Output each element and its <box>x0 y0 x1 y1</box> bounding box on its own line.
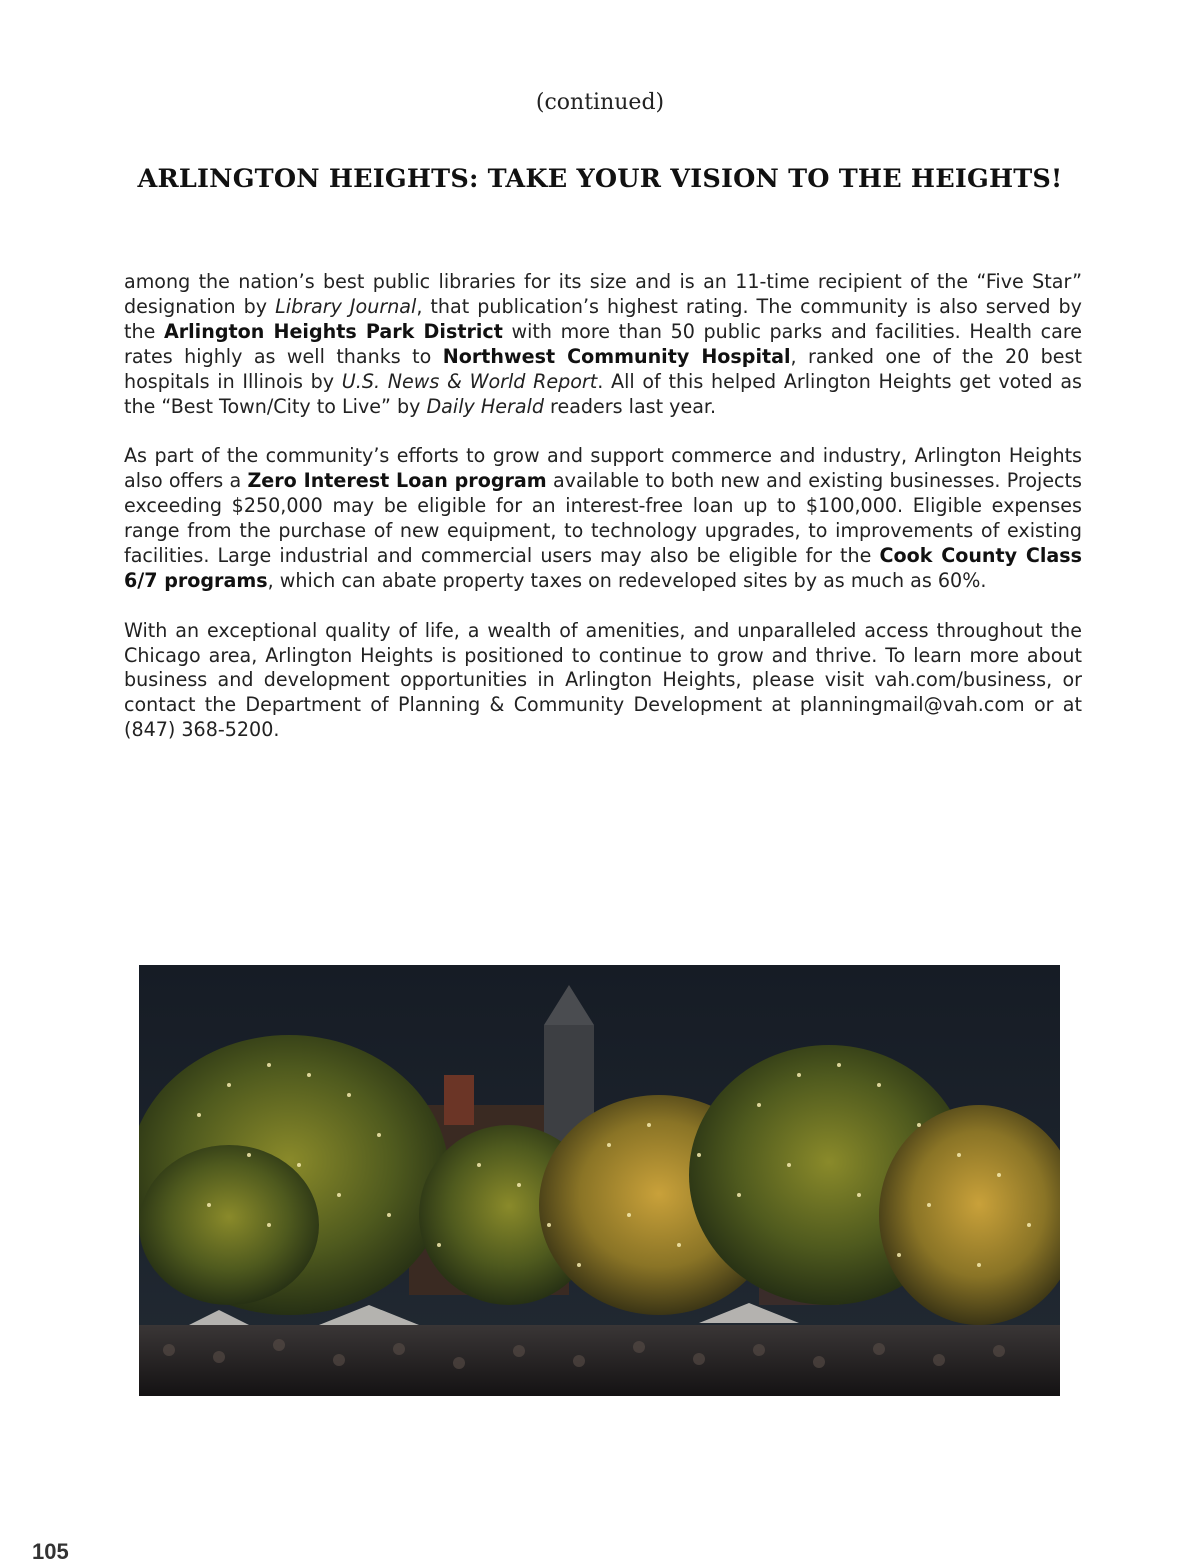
paragraph-2 <box>124 444 1082 593</box>
italic-text: U.S. News & World Report <box>341 369 598 393</box>
text-run: readers last year. <box>543 394 717 418</box>
paragraph-1 <box>124 270 1082 419</box>
italic-text: Library Journal <box>275 294 417 318</box>
bold-text: Cook County Class 6/7 programs <box>124 543 1082 592</box>
italic-text: Daily Herald <box>426 394 544 418</box>
paragraph-3 <box>124 619 1082 744</box>
page-number: 105 <box>32 1539 69 1564</box>
festival-photo-illustration <box>139 965 1060 1396</box>
text-run: With an exceptional quality of life, a wealth of amenities, and unparalleled access throughout the Chicago area, Arlington Heights is positioned to continue to grow and thrive. To learn more about business and development opportunities in Arlington Heights, please visit vah.com/business, or contact the Department of Planning & Community Development at planningmail@vah.com or at (847) 368-5200. <box>124 618 1082 742</box>
bold-text: Northwest Community Hospital <box>442 344 791 368</box>
bold-text: Arlington Heights Park District <box>163 319 503 343</box>
text-run: available to both new and existing businesses. Projects exceeding $250,000 may be eligible for an interest-free loan up to $100,000. Eligible expenses range from the purchase of new equipment, to technology upgrades, to improvements of existing facilities. Large industrial and commercial users may also be eligible for the <box>124 469 1082 567</box>
text-run: , that publication’s highest rating. The community is also served by the <box>124 294 1082 343</box>
text-run: with more than 50 public parks and facilities. Health care rates highly as well thanks to <box>124 319 1083 368</box>
text-run: As part of the community’s efforts to grow and support commerce and industry, Arlington Heights also offers a <box>124 444 1082 493</box>
continued-label: (continued) <box>535 90 665 115</box>
text-run: , ranked one of the 20 best hospitals in Illinois by <box>124 344 1082 393</box>
text-run: , which can abate property taxes on redeveloped sites by as much as 60%. <box>267 568 987 592</box>
article-body <box>124 270 1082 768</box>
bold-text: Zero Interest Loan program <box>247 469 547 493</box>
text-run: among the nation’s best public libraries for its size and is an 11-time recipient of the “Five Star” designation by <box>124 270 1082 318</box>
text-run: . All of this helped Arlington Heights get voted as the “Best Town/City to Live” by <box>124 369 1083 418</box>
page-title: ARLINGTON HEIGHTS: TAKE YOUR VISION TO THE HEIGHTS! <box>137 164 1063 194</box>
festival-photo <box>139 965 1060 1396</box>
